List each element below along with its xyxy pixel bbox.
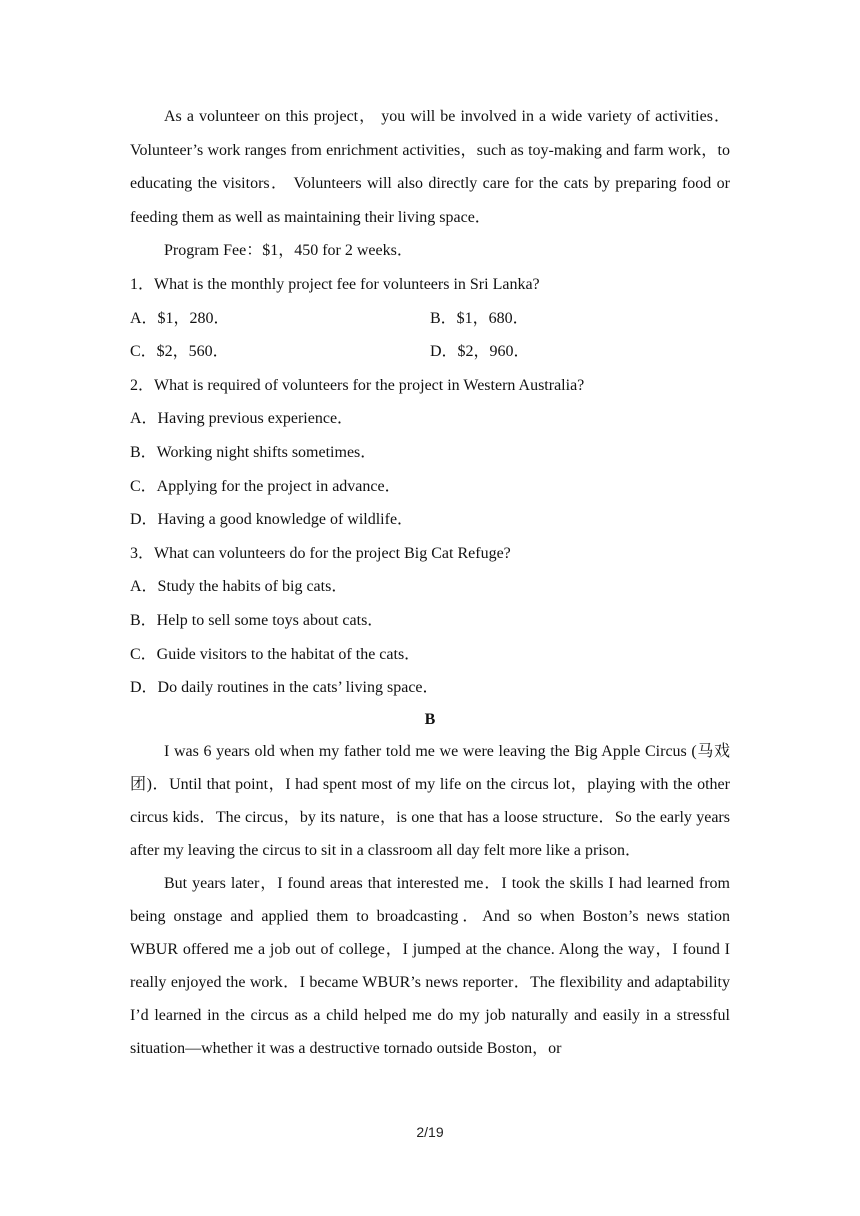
question-1-option-c: C．$2，560． [130,343,229,361]
question-1-options-row-2 [130,335,730,369]
section-title-b: B [424,710,436,728]
question-2-option-d: D．Having a good knowledge of wildlife． [130,511,414,529]
page-number: 2/19 [416,1124,444,1140]
question-1-option-d: D．$2，960． [430,343,530,361]
question-3-option-c: C．Guide visitors to the habitat of the cats． [130,645,421,663]
passage-b-paragraph-2: But years later，I found areas that interested me．I took the skills I had learned from being onstage and applied them to broadcasting．And so when Boston’s news station WBUR offered me a job out of college，I jumped at the chance. Along the way，I found I really enjoyed the work．I became WBUR’s news reporter．The flexibility and adaptability I’d learned in the circus as a child helped me do my job naturally and easily in a stressful situation—whether it was a destructive tornado outside Boston，or [130,874,730,1057]
question-2-option-b: B．Working night shifts sometimes． [130,443,377,461]
question-2-option-a: A．Having previous experience． [130,410,354,428]
document-page [130,100,730,1065]
program-fee: Program Fee：$1，450 for 2 weeks． [164,242,413,260]
question-3-option-d: D．Do daily routines in the cats’ living space． [130,679,439,697]
question-1-option-b: B．$1，680． [430,309,529,327]
question-3-stem: 3．What can volunteers do for the project Big Cat Refuge? [130,544,511,562]
question-1-option-a: A．$1，280． [130,309,230,327]
question-1-stem: 1．What is the monthly project fee for volunteers in Sri Lanka? [130,275,540,293]
question-1-options-row-1 [130,302,730,336]
question-3-option-b: B．Help to sell some toys about cats． [130,611,384,629]
passage-b-paragraph-1: I was 6 years old when my father told me we were leaving the Big Apple Circus (马戏团)．Until that point，I had spent most of my life on the circus lot，playing with the other circus kids．The circus，by its nature，is one that has a loose structure．So the early years after my leaving the circus to sit in a classroom all day felt more like a prison． [130,742,730,859]
question-2-option-c: C．Applying for the project in advance． [130,477,401,495]
question-2-stem: 2．What is required of volunteers for the project in Western Australia? [130,376,585,394]
passage-a-paragraph: As a volunteer on this project， you will be involved in a wide variety of activities．Volunteer’s work ranges from enrichment activities，such as toy-making and farm work，to educating the visitors． Volunteers will also directly care for the cats by preparing food or feeding them as well as maintaining their living space． [130,108,731,226]
question-3-option-a: A．Study the habits of big cats． [130,578,348,596]
